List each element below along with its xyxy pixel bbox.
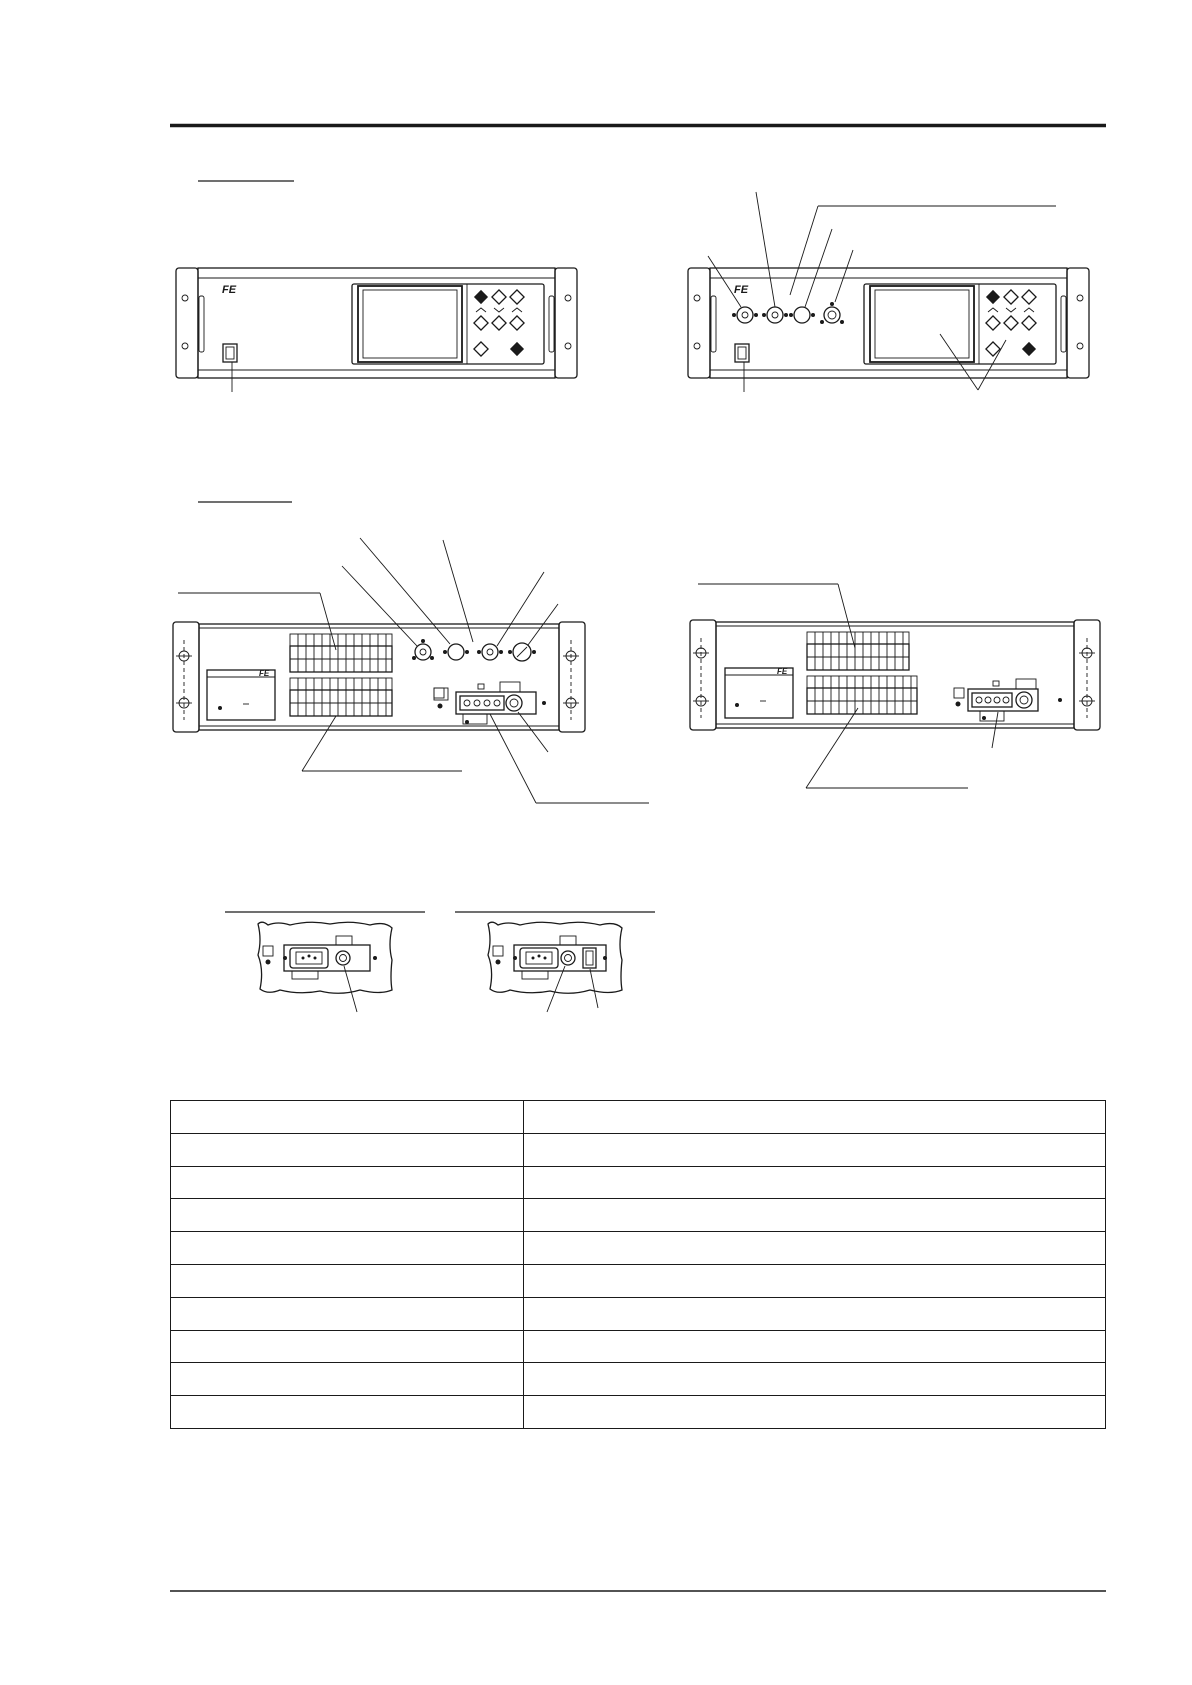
power-inlet	[460, 696, 504, 710]
table-row	[171, 1199, 1106, 1232]
rear-view-with-connectors	[173, 538, 649, 803]
table-cell-name	[171, 1133, 524, 1166]
table-cell-name	[171, 1166, 524, 1199]
table-row	[171, 1101, 1106, 1134]
svg-text:FE: FE	[259, 669, 270, 678]
rear-connector-1	[412, 639, 434, 660]
fuji-logo-icon: FE	[222, 284, 237, 296]
table-cell-description	[524, 1166, 1106, 1199]
connector-2	[762, 307, 788, 323]
table-row	[171, 1396, 1106, 1429]
lcd-display	[358, 286, 462, 362]
table-cell-name	[171, 1232, 524, 1265]
table-row	[171, 1264, 1106, 1297]
table-row	[171, 1166, 1106, 1199]
table-cell-name	[171, 1199, 524, 1232]
fuse-holder	[506, 695, 522, 711]
table-cell-description	[524, 1199, 1106, 1232]
table-cell-description	[524, 1133, 1106, 1166]
table-cell-description	[524, 1264, 1106, 1297]
connector-4	[820, 302, 844, 324]
rear-connector-2	[443, 644, 469, 660]
svg-text:FE: FE	[734, 284, 749, 296]
table-cell-name	[171, 1330, 524, 1363]
front-view-standard	[176, 268, 577, 392]
table-cell-name	[171, 1297, 524, 1330]
keypad	[474, 290, 524, 356]
connector-1	[732, 307, 758, 323]
table-cell-name	[171, 1264, 524, 1297]
rear-view-standard	[690, 584, 1100, 788]
table-cell-description	[524, 1396, 1106, 1429]
terminal-block-lower	[290, 678, 392, 716]
connector-3	[789, 307, 815, 323]
table-row	[171, 1297, 1106, 1330]
rear-connector-4	[508, 643, 536, 661]
table-cell-name	[171, 1363, 524, 1396]
table-cell-description	[524, 1232, 1106, 1265]
table-row	[171, 1232, 1106, 1265]
power-detail-a	[225, 912, 425, 1012]
table-row	[171, 1330, 1106, 1363]
table-cell-name	[171, 1396, 524, 1429]
rear-connector-3	[477, 644, 503, 660]
spec-table-wrap	[170, 1100, 1106, 1429]
ground-terminal	[434, 688, 444, 698]
svg-text:FE: FE	[777, 667, 788, 676]
table-cell-description	[524, 1363, 1106, 1396]
table-cell-name	[171, 1101, 524, 1134]
table-row	[171, 1133, 1106, 1166]
table-cell-description	[524, 1330, 1106, 1363]
power-detail-b	[455, 912, 655, 1012]
table-cell-description	[524, 1101, 1106, 1134]
table-cell-description	[524, 1297, 1106, 1330]
table-row	[171, 1363, 1106, 1396]
terminal-block-upper	[290, 634, 392, 672]
front-view-with-connectors	[688, 192, 1089, 392]
spec-table	[170, 1100, 1106, 1429]
